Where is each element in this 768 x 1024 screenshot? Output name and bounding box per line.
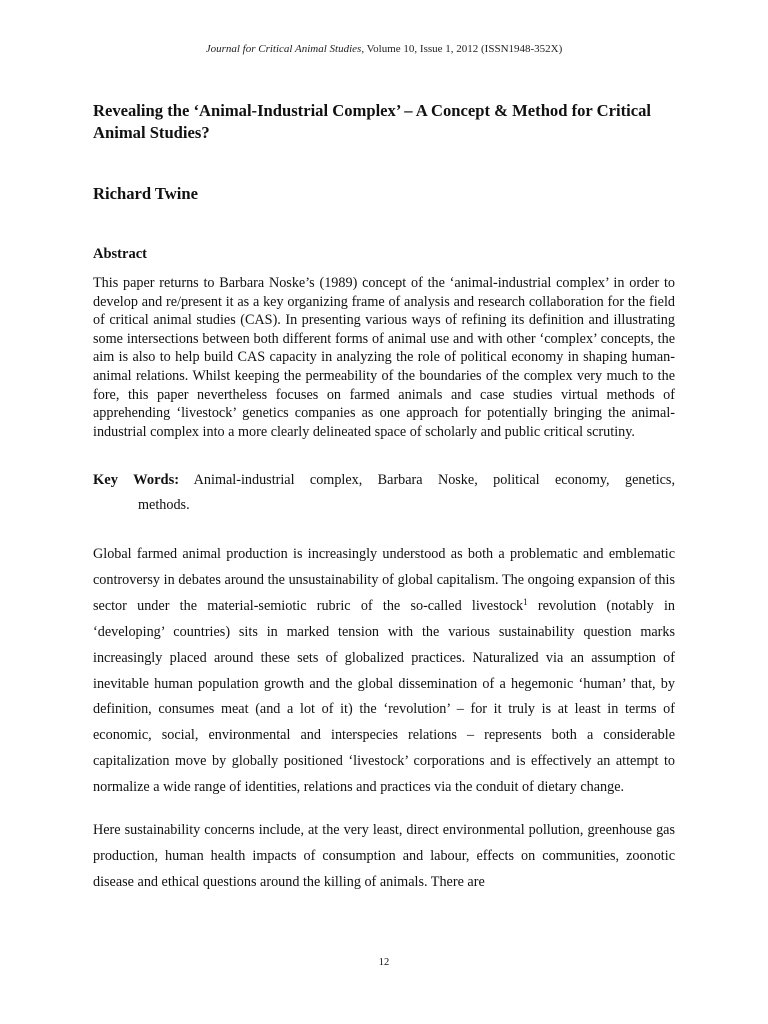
author-name: Richard Twine — [93, 184, 198, 203]
keywords-list: Animal-industrial complex, Barbara Noske, political economy, genetics, — [193, 472, 676, 488]
keywords-label: Key Words: — [93, 472, 180, 488]
page-number: 12 — [378, 957, 390, 968]
body-paragraph-2: Here sustainability concerns include, at the very least, direct environmental pollution, greenhouse gas production, human health impacts of consumption and labour, effects on communities, zoonotic disease and ethical questions around the killing of animals. There are — [93, 822, 675, 890]
paper-title: Revealing the ‘Animal-Industrial Complex’ – A Concept & Method for Critical Animal Studies? — [93, 101, 651, 142]
keywords-line-2: methods. — [138, 497, 190, 513]
journal-details: Volume 10, Issue 1, 2012 (ISSN1948-352X) — [364, 43, 563, 55]
journal-name: Journal for Critical Animal Studies, — [205, 43, 365, 55]
abstract-heading: Abstract — [93, 246, 147, 262]
footnote-marker: 1 — [523, 596, 528, 607]
keywords-line-1 — [93, 468, 675, 493]
running-head — [0, 43, 768, 55]
keywords — [93, 468, 675, 518]
paragraph-1-part-b: revolution (notably in ‘developing’ countries) sits in marked tension with the various sustainability question marks increasingly placed around these sets of globalized practices. Naturalized via an assumption of inevitable human population growth and the global dissemination of a hegemonic ‘human’ that, by definition, consumes meat (and a lot of it) the ‘revolution’ – for it truly is at least in terms of economic, social, environmental and interspecies relations – represents both a considerable capitalization move by globally positioned ‘livestock’ corporations and is effectively an attempt to normalize a wide range of identities, relations and practices via the conduit of dietary change. — [93, 597, 675, 796]
abstract-text: This paper returns to Barbara Noske’s (1989) concept of the ‘animal-industrial complex’ in order to develop and re/present it as a key organizing frame of analysis and research collaboration for the field of critical animal studies (CAS). In presenting various ways of refining its definition and illustrating some intersections between both different forms of animal use and with other ‘complex’ concepts, the aim is also to help build CAS capacity in analyzing the role of political economy in shaping human-animal relations. Whilst keeping the permeability of the boundaries of the complex very much to the fore, this paper nevertheless focuses on farmed animals and case studies virtual methods of apprehending ‘livestock’ genetics companies as one approach for potentially bringing the animal-industrial complex into a more clearly delineated space of scholarly and public critical scrutiny. — [93, 275, 675, 440]
body-paragraph-1 — [93, 542, 675, 801]
paragraph-1-part-a: Global farmed animal production is increasingly understood as both a problematic and emblematic controversy in debates around the unsustainability of global capitalism. The ongoing expansion of this sector under the material-semiotic rubric of the so-called livestock — [93, 546, 675, 614]
